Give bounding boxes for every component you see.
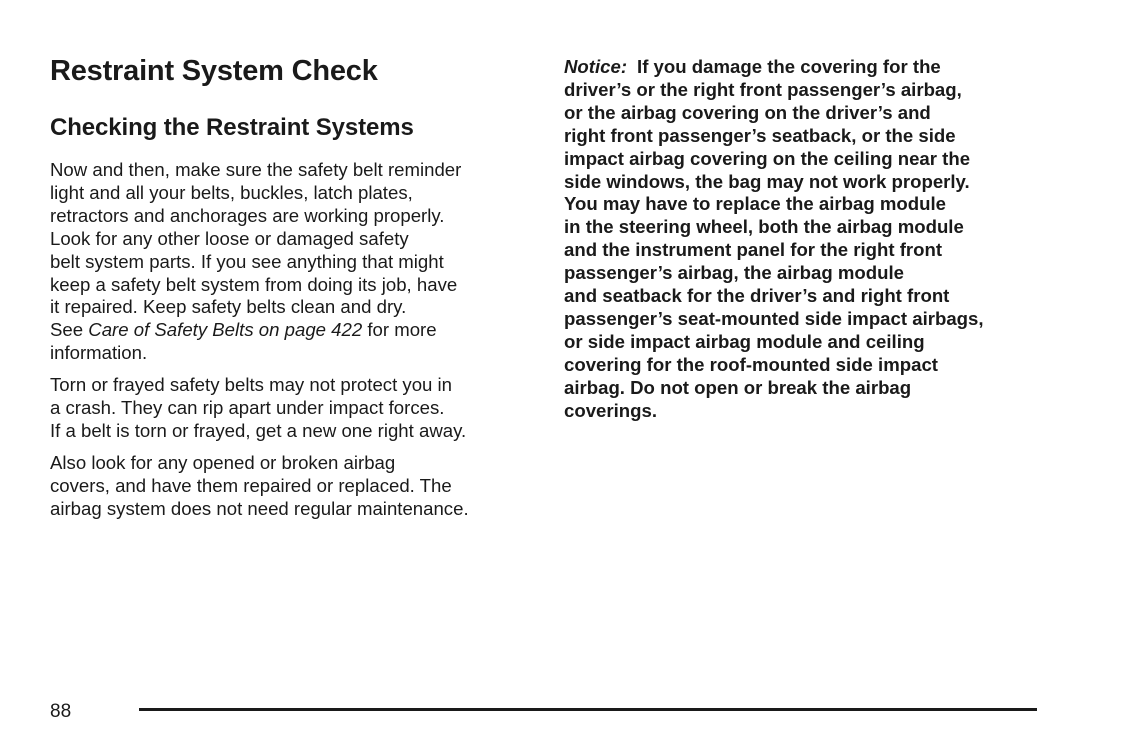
footer-rule [139,708,1037,711]
notice-first-line [564,56,1054,79]
notice-line: right front passenger’s seatback, or the side [564,124,956,146]
notice-line: and seatback for the driver’s and right front [564,285,950,307]
notice-line: passenger’s seat-mounted side impact airbags, [564,307,984,329]
text-line: Now and then, make sure the safety belt reminder [50,159,462,180]
notice-line: airbag. Do not open or break the airbag [564,376,912,398]
text-line: information. [50,342,148,364]
right-column [564,56,1054,423]
section-heading: Checking the Restraint Systems [50,114,414,141]
notice-line: passenger’s airbag, the airbag module [564,262,904,284]
page-title: Restraint System Check [50,55,378,87]
see-text: See [50,319,84,341]
page-number: 88 [50,701,72,722]
notice-line: impact airbag covering on the ceiling near the [564,147,971,169]
notice-line: covering for the roof-mounted side impact [564,353,938,375]
text-line: covers, and have them repaired or replaced. The [50,474,452,496]
notice-block [564,56,1054,423]
text-line: airbag system does not need regular maintenance. [50,497,469,519]
notice-line: You may have to replace the airbag module [564,193,946,215]
text-line: retractors and anchorages are working properly. [50,204,445,226]
notice-text: If you damage the covering for the [637,56,941,77]
after-xref-text: for more [367,319,437,341]
text-line: If a belt is torn or frayed, get a new one right away. [50,419,467,441]
notice-line: or the airbag covering on the driver’s and [564,101,931,123]
notice-line: or side impact airbag module and ceiling [564,330,925,352]
paragraph-torn-belts [50,374,532,443]
notice-label: Notice: [564,56,628,77]
text-line: Look for any other loose or damaged safety [50,227,409,249]
text-line-with-xref [50,319,532,342]
text-line: belt system parts. If you see anything that might [50,250,444,272]
text-line: keep a safety belt system from doing its job, have [50,273,458,295]
notice-line: in the steering wheel, both the airbag module [564,216,964,238]
text-line: Torn or frayed safety belts may not protect you in [50,374,453,396]
text-line: Also look for any opened or broken airbag [50,451,396,473]
text-line: light and all your belts, buckles, latch plates, [50,181,413,203]
paragraph-belt-check [50,159,532,365]
text-line: a crash. They can rip apart under impact forces. [50,397,445,419]
text-line: it repaired. Keep safety belts clean and dry. [50,296,407,318]
cross-reference-link[interactable]: Care of Safety Belts on page 422 [88,319,363,341]
notice-line: and the instrument panel for the right front [564,239,943,261]
notice-line: side windows, the bag may not work properly. [564,170,970,192]
notice-line: coverings. [564,399,658,421]
paragraph-airbag-covers [50,452,532,521]
notice-line: driver’s or the right front passenger’s airbag, [564,78,962,100]
left-column [50,52,532,521]
